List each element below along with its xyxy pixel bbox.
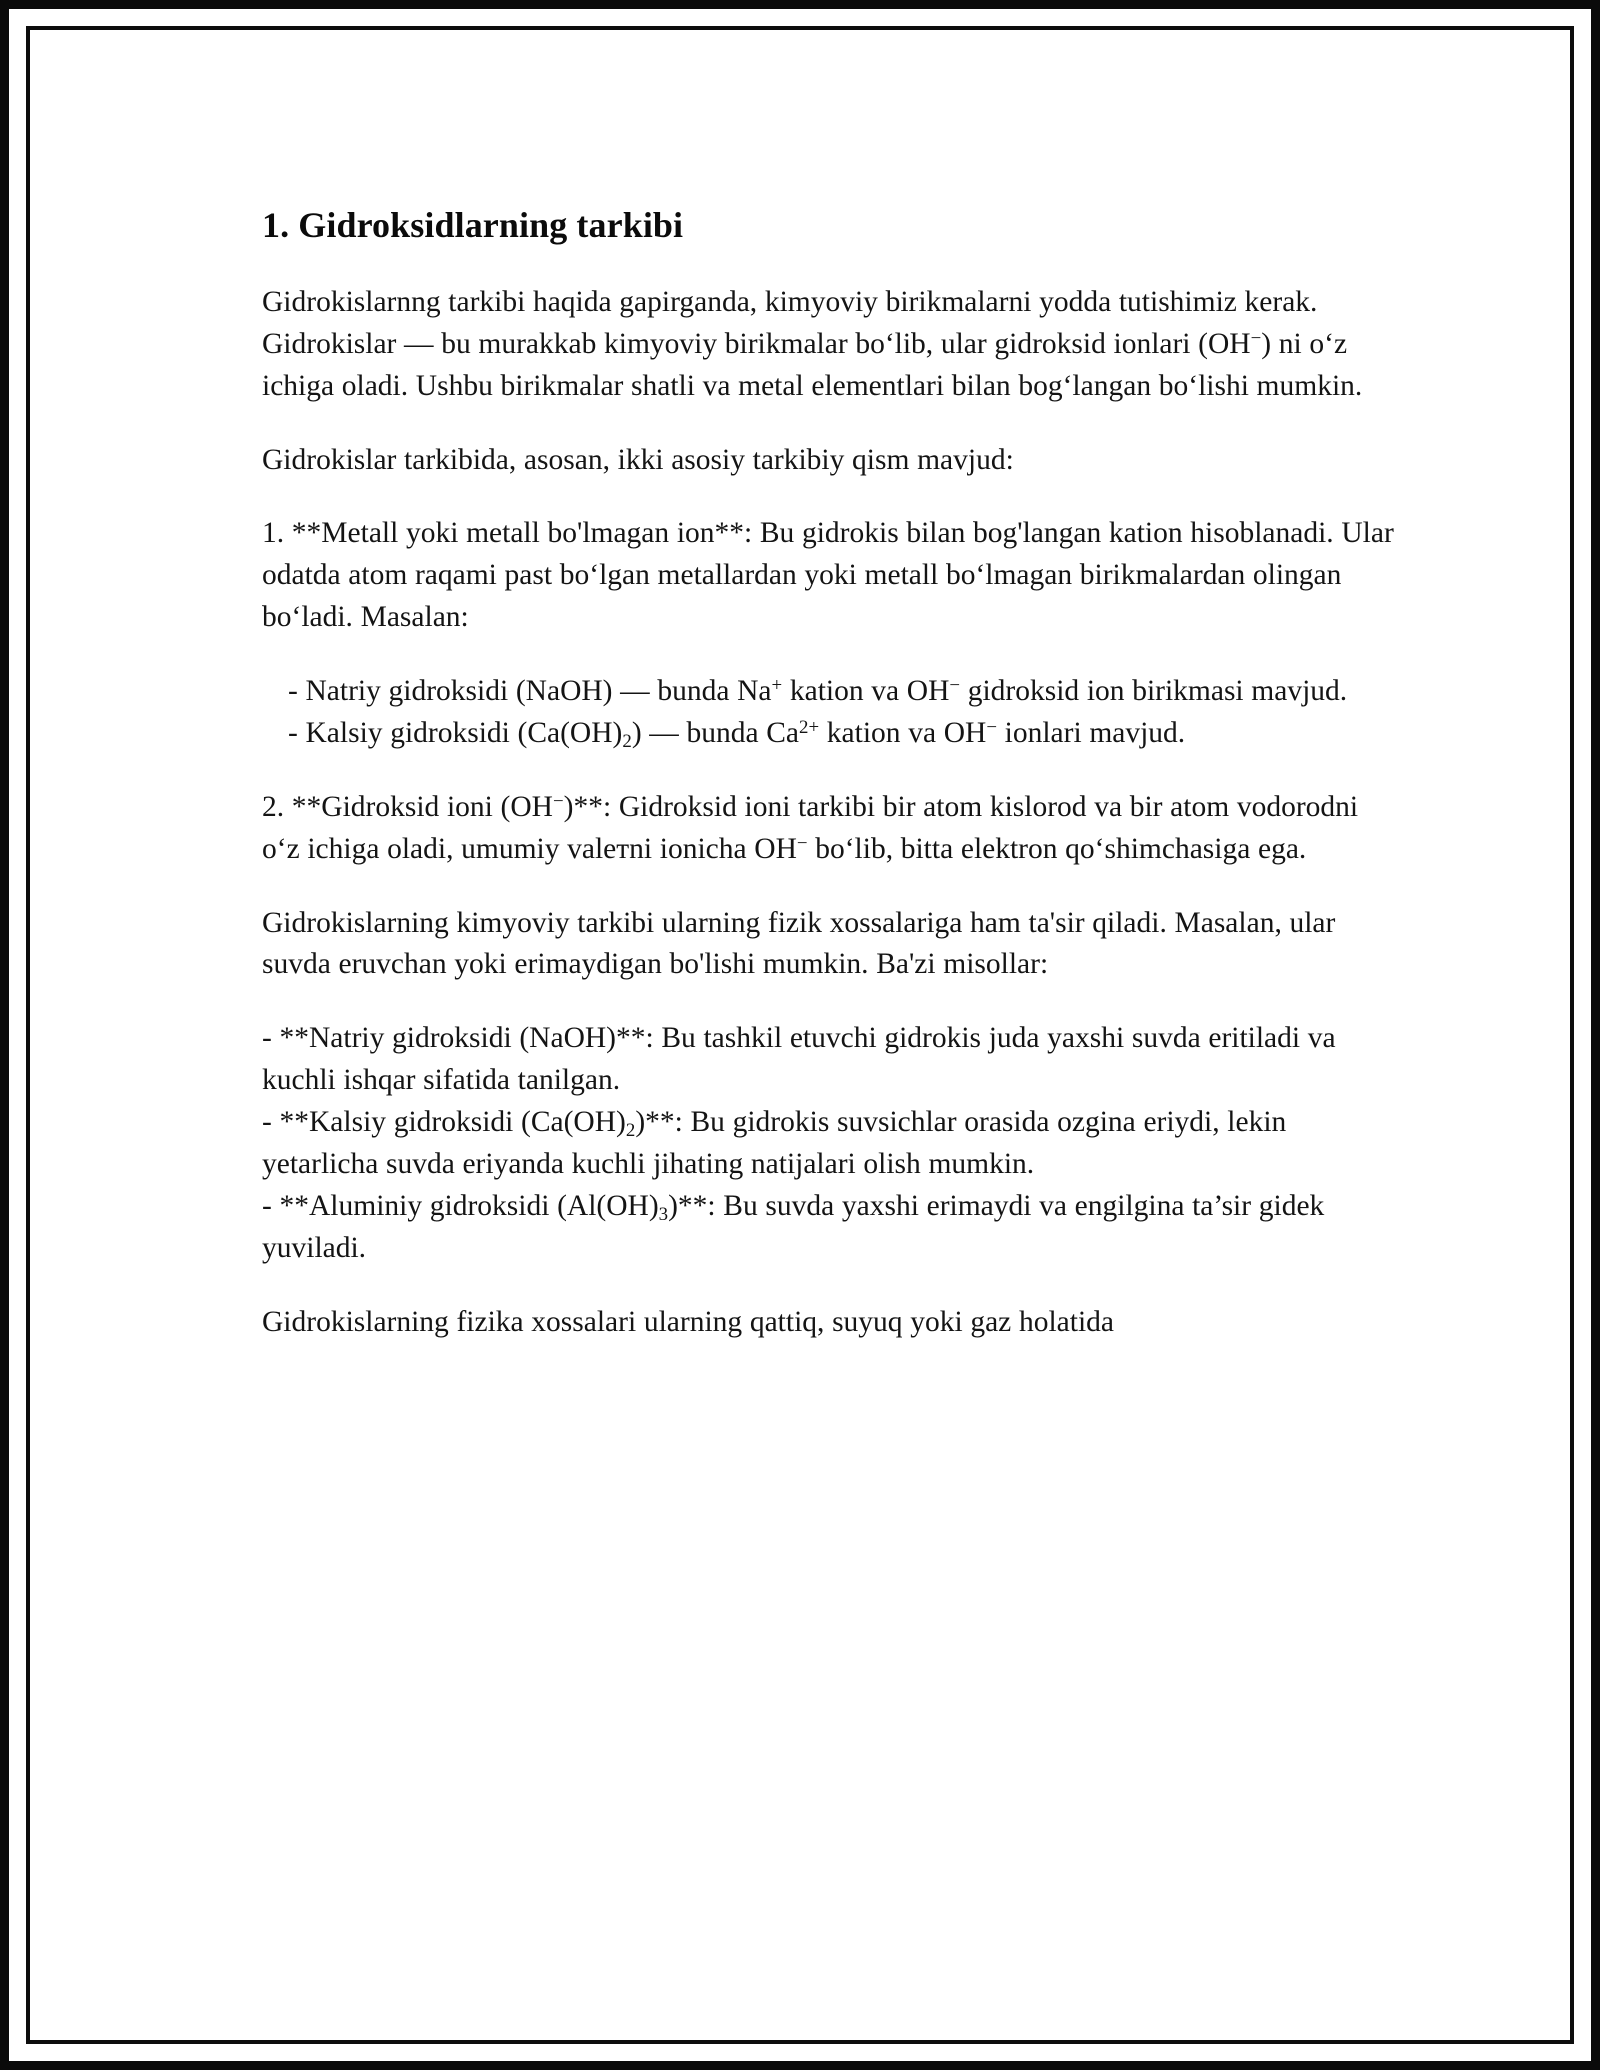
item2-text-part-3: bo‘lib, bitta elektron qo‘shimchasiga ega. (807, 832, 1307, 865)
sodium-plus-superscript: + (771, 674, 783, 696)
page-sheet (54, 54, 1546, 2016)
example-naoh: - **Natriy gidroksidi (NaOH)**: Bu tashkil etuvchi gidrokis juda yaxshi suvda eritiladi va kuchli ishqar sifatida tanilgan. (262, 1022, 1336, 1097)
paragraph-components-intro: Gidrokislar tarkibida, asosan, ikki asosiy tarkibiy qism mavjud: (262, 443, 1014, 476)
list-item-naoh (262, 671, 1402, 713)
example-aloh3-part-2: )**: Bu suvda yaxshi erimaydi va engilgina ta’sir gidek yuviladi. (262, 1189, 1325, 1264)
calcium-two-plus-superscript: 2+ (799, 716, 820, 738)
example-caoh2 (262, 1102, 1402, 1186)
hydroxide-minus-superscript-1: − (1250, 327, 1262, 349)
hydroxide-minus-superscript-5: − (796, 832, 808, 854)
caoh2-text-part-1: - Kalsiy gidroksidi (Ca(OH) (288, 716, 623, 749)
document-body (262, 204, 1402, 1375)
calcium-hydroxide-subscript-2b: 2 (625, 1119, 636, 1141)
page-border-inner (26, 26, 1574, 2044)
example-aloh3-part-1: - **Aluminiy gidroksidi (Al(OH) (262, 1189, 659, 1222)
intro-text-part-1: Gidrokislarnng tarkibi haqida gapirganda, kimyoviy birikmalarni yodda tutishimiz kerak. Gidrokislar — bu murakkab kimyoviy birikmalar bo‘lib, ular gidroksid ionlari (OH (262, 285, 1318, 360)
caoh2-text-part-4: ionlari mavjud. (996, 716, 1186, 749)
hydroxide-minus-superscript-3: − (986, 716, 997, 738)
paragraph-physical-intro: Gidrokislarning kimyoviy tarkibi ularning fizik xossalariga ham ta'sir qiladi. Masalan, ular suvda eruvchan yoki erimaydigan bo'lishi mumkin. Ba'zi misollar: (262, 906, 1336, 981)
caoh2-text-part-3: kation va OH (819, 716, 987, 749)
calcium-hydroxide-subscript-2: 2 (622, 730, 632, 752)
hydroxide-minus-superscript-4: − (552, 790, 564, 812)
page-title: 1. Gidroksidlarning tarkibi (262, 205, 684, 245)
item2-text-part-2: )**: Gidroksid ioni tarkibi bir atom kislorod va bir atom vodorodni o‘z ichiga oladi, umumiy valeтni ionicha OH (262, 790, 1359, 865)
caoh2-text-part-2: ) — bunda Ca (631, 716, 800, 749)
example-caoh2-part-1: - **Kalsiy gidroksidi (Ca(OH) (262, 1106, 626, 1139)
paragraph-intro (262, 282, 1402, 408)
list-item-caoh2 (262, 713, 1402, 755)
example-aloh3 (262, 1186, 1402, 1270)
paragraph-item-2 (262, 787, 1402, 871)
example-caoh2-part-2: )**: Bu gidrokis suvsichlar orasida ozgina eriydi, lekin yetarlicha suvda eriyanda kuchli jihating natijalari olish mumkin. (262, 1106, 1287, 1180)
intro-text-part-2: ) ni o‘z ichiga oladi. Ushbu birikmalar shatli va metal elementlari bilan bog‘langan bo‘lishi mumkin. (262, 327, 1363, 402)
hydroxide-minus-superscript-2: − (949, 674, 961, 696)
aluminium-hydroxide-subscript-3: 3 (658, 1203, 669, 1225)
item2-text-part-1: 2. **Gidroksid ioni (OH (262, 790, 553, 823)
paragraph-item-1: 1. **Metall yoki metall bo'lmagan ion**: Bu gidrokis bilan bog'langan kation hisoblanadi. Ular odatda atom raqami past bo‘lgan metallardan yoki metall bo‘lmagan birikmalardan olingan bo‘ladi. Masalan: (262, 517, 1394, 634)
paragraph-closing: Gidrokislarning fizika xossalari ularning qattiq, suyuq yoki gaz holatida (262, 1305, 1114, 1338)
naoh-text-part-2: kation va OH (782, 675, 950, 708)
naoh-text-part-1: - Natriy gidroksidi (NaOH) — bunda Na (288, 675, 772, 708)
naoh-text-part-3: gidroksid ion birikmasi mavjud. (960, 675, 1348, 708)
